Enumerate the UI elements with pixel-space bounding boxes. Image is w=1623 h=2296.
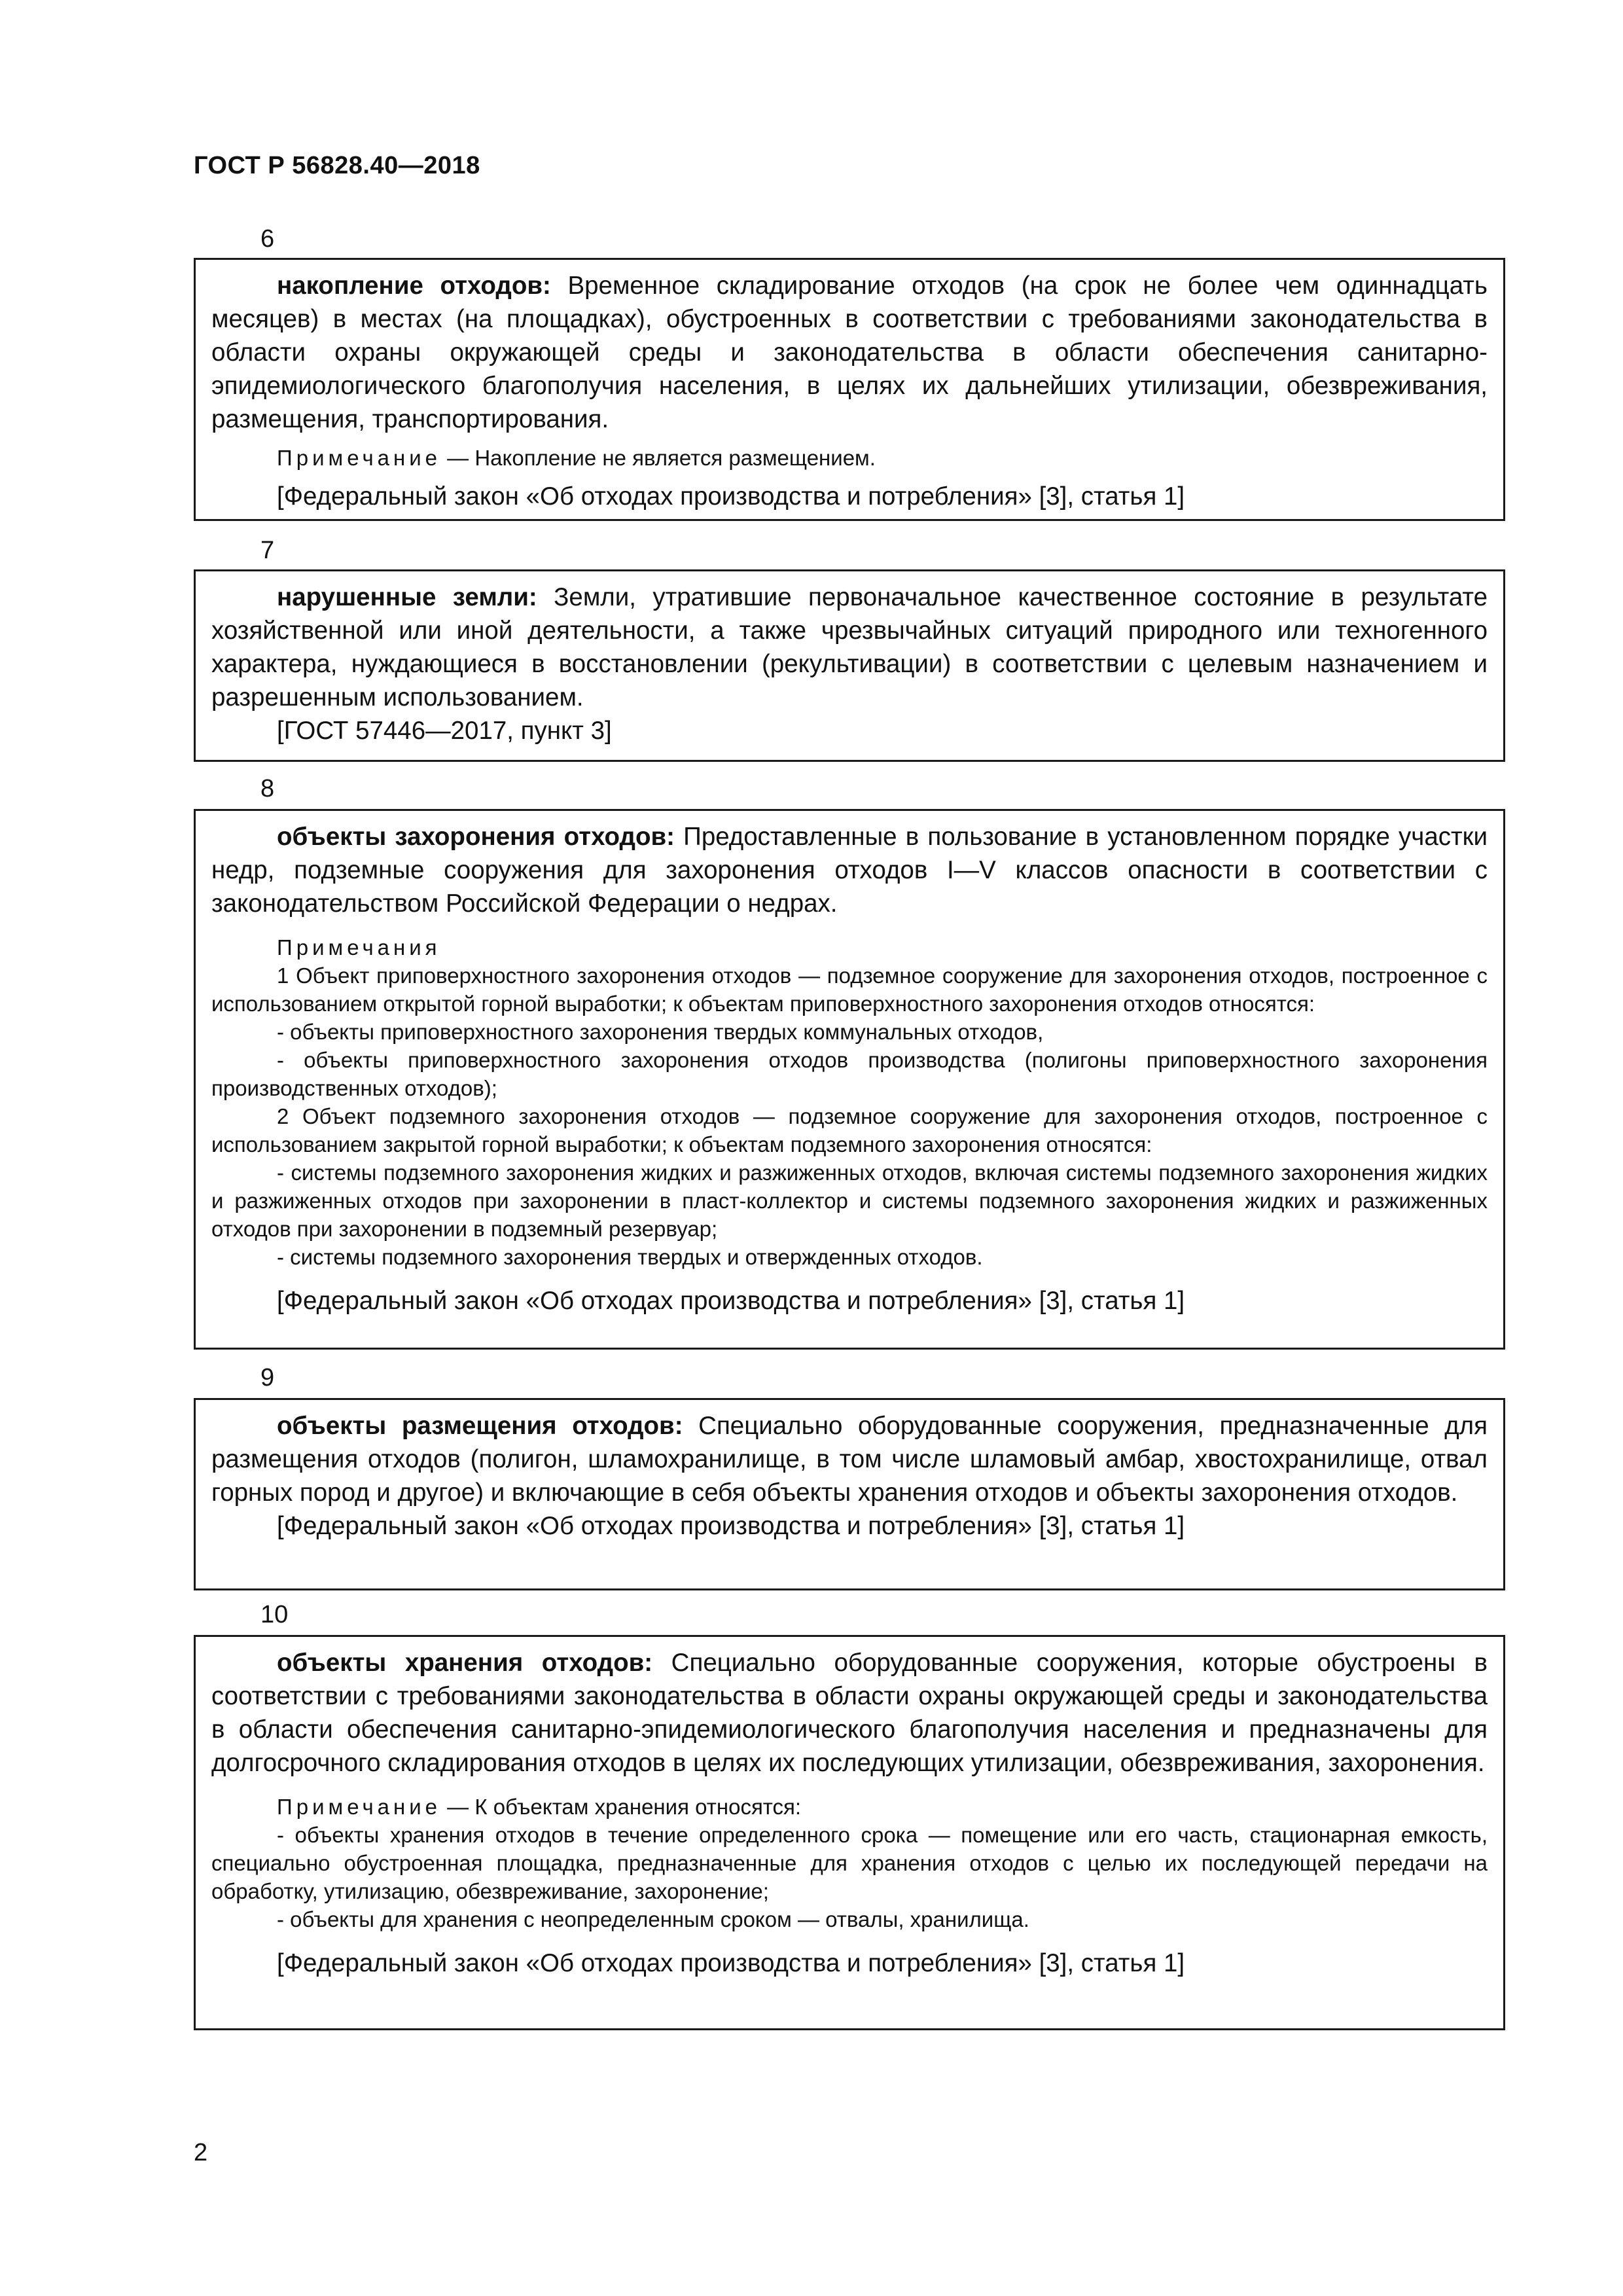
term-box <box>194 809 1505 1350</box>
term-paragraph <box>211 1646 1488 1780</box>
note-text: — К объектам хранения относятся: <box>441 1795 802 1819</box>
entry-number: 7 <box>260 537 275 564</box>
term-box <box>194 258 1505 521</box>
term-name: объекты хранения отходов: <box>277 1649 653 1677</box>
term-name: накопление отходов: <box>277 272 551 300</box>
entry-number: 8 <box>260 775 275 802</box>
entry-number: 10 <box>260 1601 289 1628</box>
term-definition: Временное складирование отходов (на срок не более чем одиннадцать месяцев) в местах (на площадках), обустроенных в соответствии с требованиями законодательства в области охраны окружающей среды и законодательства в области обеспечения санитарно-эпидемиологического благополучия населения, в целях их дальнейших утилизации, обезвреживания, размещения, транспортирования. <box>211 272 1488 433</box>
note-item: - объекты приповерхностного захоронения твердых коммунальных отходов, <box>277 1020 1044 1044</box>
note-item: 1 Объект приповерхностного захоронения отходов — подземное сооружение для захоронения отходов, построенное с использованием открытой горной выработки; к объектам приповерхностного захоронения отходов относятся: <box>211 963 1488 1016</box>
term-name: нарушенные земли: <box>277 583 537 611</box>
note-label: Примечание <box>277 446 442 470</box>
entry-number: 9 <box>260 1364 275 1391</box>
notes-block <box>211 933 1488 1271</box>
term-paragraph <box>211 820 1488 920</box>
term-source: [Федеральный закон «Об отходах производства и потребления» [3], статья 1] <box>277 1512 1185 1540</box>
term-definition: Земли, утратившие первоначальное качественное состояние в результате хозяйственной или иной деятельности, а также чрезвычайных ситуаций природного или техногенного характера, нуждающиеся в восстановлении (рекультивации) в соответствии с целевым назначением и разрешенным использованием. <box>211 583 1488 711</box>
note-item: 2 Объект подземного захоронения отходов — подземное сооружение для захоронения отходов, построенное с использованием закрытой горной выработки; к объектам подземного захоронения относятся: <box>211 1104 1488 1157</box>
term-paragraph <box>211 581 1488 714</box>
term-source: [ГОСТ 57446—2017, пункт 3] <box>277 717 612 745</box>
term-definition: Специально оборудованные сооружения, предназначенные для размещения отходов (полигон, шламохранилище, в том числе шламовый амбар, хвостохранилище, отвал горных пород и другое) и включающие в себя объекты хранения отходов и объекты захоронения отходов. <box>211 1412 1488 1507</box>
term-definition: Предоставленные в пользование в установленном порядке участки недр, подземные сооружения для захоронения отходов I—V классов опасности в соответствии с законодательством Российской Федерации о недрах. <box>211 823 1488 918</box>
term-box <box>194 1398 1505 1590</box>
term-paragraph <box>211 1409 1488 1509</box>
note-item: - системы подземного захоронения твердых и отвержденных отходов. <box>277 1245 983 1269</box>
term-source: [Федеральный закон «Об отходах производства и потребления» [3], статья 1] <box>277 1287 1185 1315</box>
term-source: [Федеральный закон «Об отходах производства и потребления» [3], статья 1] <box>277 482 1185 511</box>
note-item: - объекты приповерхностного захоронения отходов производства (полигоны приповерхностного захоронения производственных отходов); <box>211 1048 1488 1100</box>
notes-block <box>211 1793 1488 1933</box>
term-box <box>194 1635 1505 2030</box>
notes-label: Примечания <box>277 935 441 960</box>
term-name: объекты размещения отходов: <box>277 1412 683 1440</box>
term-box <box>194 569 1505 762</box>
term-name: объекты захоронения отходов: <box>277 823 675 851</box>
note-item: - объекты хранения отходов в течение определенного срока — помещение или его часть, стационарная емкость, специально обустроенная площадка, предназначенные для хранения отходов с целью их последующей передачи на обработку, утилизацию, обезвреживание, захоронение; <box>211 1823 1488 1903</box>
term-source: [Федеральный закон «Об отходах производства и потребления» [3], статья 1] <box>277 1949 1185 1977</box>
note-item: - системы подземного захоронения жидких и разжиженных отходов, включая системы подземного захоронения жидких и разжиженных отходов при захоронении в пласт-коллектор и системы подземного захоронения жидких и разжиженных отходов при захоронении в подземный резервуар; <box>211 1160 1488 1241</box>
note-item: - объекты для хранения с неопределенным сроком — отвалы, хранилища. <box>277 1907 1029 1931</box>
note-text: — Накопление не является размещением. <box>441 446 876 470</box>
page-number: 2 <box>194 2139 208 2166</box>
note-label: Примечание <box>277 1795 442 1819</box>
entry-number: 6 <box>260 225 275 253</box>
document-header: ГОСТ Р 56828.40—2018 <box>194 152 480 179</box>
term-definition: Специально оборудованные сооружения, которые обустроены в соответствии с требованиями законодательства в области охраны окружающей среды и законодательства в области обеспечения санитарно-эпидемиологического благополучия населения и предназначены для долгосрочного складирования отходов в целях их последующих утилизации, обезвреживания, захоронения. <box>211 1649 1488 1777</box>
term-paragraph <box>211 269 1488 436</box>
note <box>211 444 1488 472</box>
